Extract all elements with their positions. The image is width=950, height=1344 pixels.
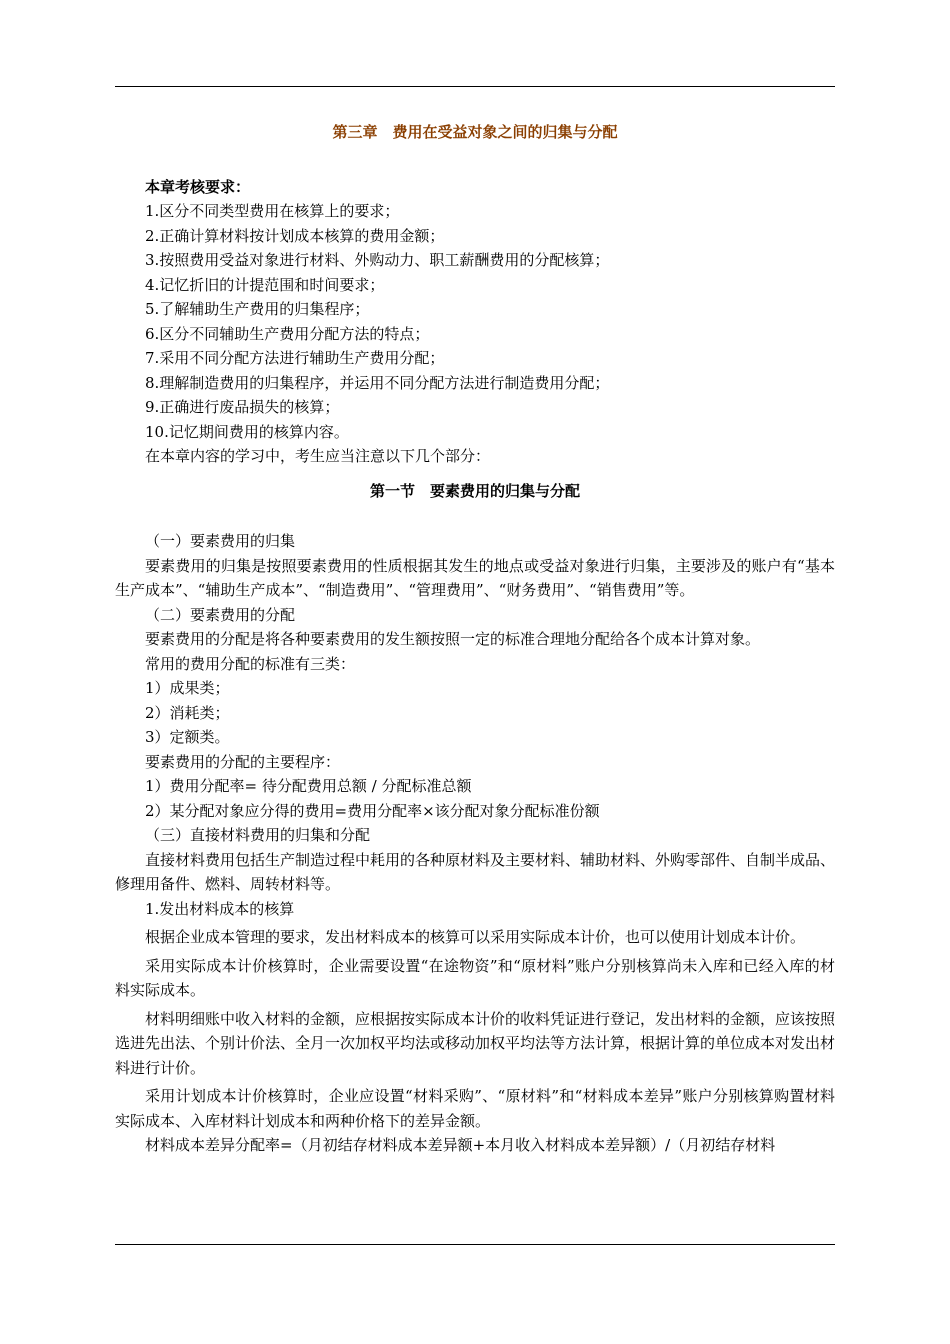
paragraph: 材料成本差异分配率=（月初结存材料成本差异额+本月收入材料成本差异额）/（月初结存材料	[145, 1136, 776, 1154]
item-heading: 1.发出材料成本的核算	[145, 899, 295, 918]
procedure-intro: 要素费用的分配的主要程序：	[145, 752, 341, 771]
requirement-item: 6.区分不同辅助生产费用分配方法的特点；	[145, 324, 430, 343]
subsection-heading: （三）直接材料费用的归集和分配	[145, 826, 371, 844]
requirement-item: 2.正确计算材料按计划成本核算的费用金额；	[145, 226, 445, 245]
paragraph: 根据企业成本管理的要求，发出材料成本的核算可以采用实际成本计价，也可以使用计划成本计价。	[145, 928, 806, 946]
requirements-note: 在本章内容的学习中，考生应当注意以下几个部分：	[145, 447, 491, 465]
paragraph: 要素费用的分配是将各种要素费用的发生额按照一定的标准合理地分配给各个成本计算对象。	[145, 630, 761, 648]
paragraph: 要素费用的归集是按照要素费用的性质根据其发生的地点或受益对象进行归集，主要涉及的账户有“基本生产成本”、“辅助生产成本”、“制造费用”、“管理费用”、“财务费用”、“销售费用”等。	[115, 556, 835, 599]
requirement-item: 7.采用不同分配方法进行辅助生产费用分配；	[145, 349, 445, 367]
paragraph: 采用计划成本计价核算时，企业应设置“材料采购”、“原材料”和“材料成本差异”账户分别核算购置材料实际成本、入库材料计划成本和两种价格下的差异金额。	[115, 1087, 835, 1130]
paragraph: 采用实际成本计价核算时，企业需要设置“在途物资”和“原材料”账户分别核算尚未入库和已经入库的材料实际成本。	[115, 956, 835, 999]
requirement-item: 10.记忆期间费用的核算内容。	[145, 422, 349, 441]
requirement-item: 3.按照费用受益对象进行材料、外购动力、职工薪酬费用的分配核算；	[145, 251, 610, 269]
requirement-item: 1.区分不同类型费用在核算上的要求；	[145, 202, 400, 220]
subsection-heading: （一）要素费用的归集	[145, 532, 296, 550]
requirements-heading: 本章考核要求：	[145, 177, 251, 196]
standards-intro: 常用的费用分配的标准有三类：	[145, 654, 356, 673]
procedure-item: 2）某分配对象应分得的费用=费用分配率×该分配对象分配标准份额	[145, 801, 600, 820]
footer-rule	[115, 1244, 835, 1245]
section-title: 第一节 要素费用的归集与分配	[369, 481, 580, 500]
standard-item: 2）消耗类；	[145, 703, 230, 722]
standard-item: 1）成果类；	[145, 679, 230, 697]
standard-item: 3）定额类。	[145, 728, 230, 746]
requirement-item: 4.记忆折旧的计提范围和时间要求；	[145, 275, 385, 294]
procedure-item: 1）费用分配率= 待分配费用总额 / 分配标准总额	[145, 777, 472, 795]
paragraph: 直接材料费用包括生产制造过程中耗用的各种原材料及主要材料、辅助材料、外购零部件、自制半成品、修理用备件、燃料、周转材料等。	[115, 850, 836, 893]
document-body	[115, 112, 835, 1158]
requirement-item: 8.理解制造费用的归集程序，并运用不同分配方法进行制造费用分配；	[145, 373, 610, 392]
subsection-heading: （二）要素费用的分配	[145, 605, 296, 624]
paragraph: 材料明细账中收入材料的金额，应根据按实际成本计价的收料凭证进行登记，发出材料的金额，应该按照选进先出法、个别计价法、全月一次加权平均法或移动加权平均法等方法计算，根据计算的单位成本对发出材料进行计价。	[115, 1009, 836, 1077]
header-rule	[115, 86, 835, 87]
requirement-item: 9.正确进行废品损失的核算；	[145, 398, 340, 416]
requirement-item: 5.了解辅助生产费用的归集程序；	[145, 300, 370, 318]
chapter-title: 第三章 费用在受益对象之间的归集与分配	[332, 123, 618, 141]
